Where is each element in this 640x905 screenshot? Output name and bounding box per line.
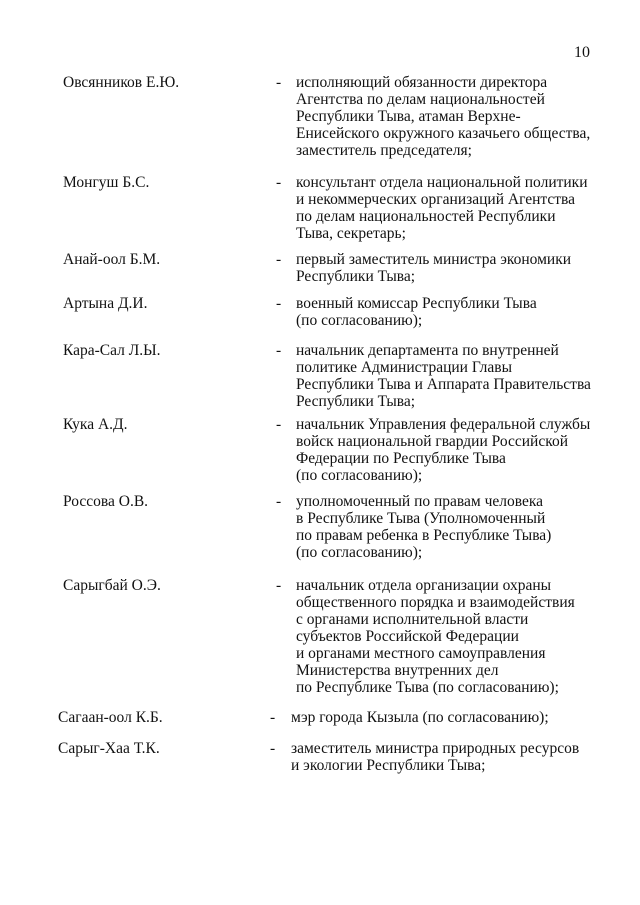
- member-dash: -: [276, 174, 282, 191]
- member-name: Сарыг-Хаа Т.К.: [58, 740, 160, 757]
- member-dash: -: [270, 709, 276, 726]
- member-dash: -: [276, 295, 282, 312]
- member-role: уполномоченный по правам человека в Республике Тыва (Уполномоченный по правам ребенка в Республике Тыва) (по согласованию);: [296, 493, 552, 561]
- member-dash: -: [270, 740, 276, 757]
- member-role: исполняющий обязанности директора Агентства по делам национальностей Республики Тыва, атаман Верхне- Енисейского окружного казачьего общества, заместитель председателя;: [296, 74, 591, 159]
- member-dash: -: [276, 416, 282, 433]
- member-name: Монгуш Б.С.: [63, 174, 150, 191]
- member-role: начальник департамента по внутренней политике Администрации Главы Республики Тыва и Аппарата Правительства Республики Тыва;: [296, 342, 591, 410]
- member-dash: -: [276, 251, 282, 268]
- member-name: Сарыгбай О.Э.: [63, 577, 161, 594]
- member-role: мэр города Кызыла (по согласованию);: [291, 709, 549, 726]
- member-name: Овсянников Е.Ю.: [63, 74, 180, 91]
- member-name: Кука А.Д.: [63, 416, 128, 433]
- member-name: Артына Д.И.: [63, 295, 148, 312]
- member-name: Анай-оол Б.М.: [63, 251, 161, 268]
- member-name: Россова О.В.: [63, 493, 149, 510]
- member-role: консультант отдела национальной политики и некоммерческих организаций Агентства по делам национальностей Республики Тыва, секретарь;: [296, 174, 588, 242]
- member-role: начальник Управления федеральной службы войск национальной гвардии Российской Федерации по Республике Тыва (по согласованию);: [296, 416, 591, 484]
- member-role: заместитель министра природных ресурсов и экологии Республики Тыва;: [291, 740, 580, 774]
- member-name: Сагаан-оол К.Б.: [58, 709, 163, 726]
- member-dash: -: [276, 493, 282, 510]
- member-role: первый заместитель министра экономики Республики Тыва;: [296, 251, 572, 285]
- member-dash: -: [276, 577, 282, 594]
- member-name: Кара-Сал Л.Ы.: [63, 342, 161, 359]
- page-number: 10: [574, 44, 590, 61]
- member-dash: -: [276, 74, 282, 91]
- member-role: начальник отдела организации охраны общественного порядка и взаимодействия с органами исполнительной власти субъектов Российской Федерации и органами местного самоуправления Министерства внутренних дел по Республике Тыва (по согласованию);: [296, 577, 575, 696]
- member-role: военный комиссар Республики Тыва (по согласованию);: [296, 295, 537, 329]
- member-dash: -: [276, 342, 282, 359]
